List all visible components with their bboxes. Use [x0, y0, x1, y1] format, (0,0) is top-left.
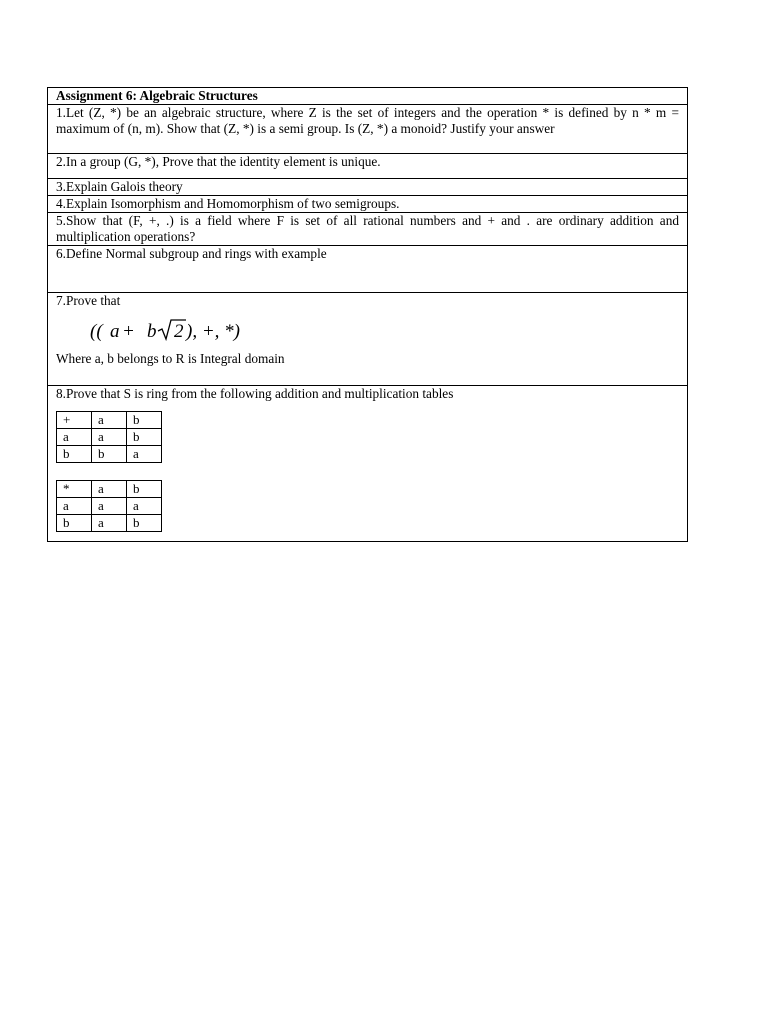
- multiplication-table-cell: a: [92, 498, 127, 515]
- multiplication-table-row: [57, 481, 162, 498]
- multiplication-table-row: [57, 515, 162, 532]
- formula-close: ), +, *): [186, 321, 240, 342]
- formula-image: [90, 317, 310, 345]
- formula-open: ((: [90, 321, 103, 342]
- addition-table-cell: b: [127, 412, 162, 429]
- question-7-footer: Where a, b belongs to R is Integral domain: [56, 351, 285, 366]
- addition-table-row: [57, 446, 162, 463]
- multiplication-table-cell: a: [57, 498, 92, 515]
- formula-a: a: [110, 321, 120, 342]
- addition-table-cell: b: [57, 446, 92, 463]
- multiplication-table-row: [57, 498, 162, 515]
- multiplication-table-wrap: [56, 463, 679, 532]
- multiplication-table-cell: a: [92, 515, 127, 532]
- formula-plus: +: [122, 321, 135, 342]
- addition-table-cell: b: [127, 429, 162, 446]
- multiplication-table-cell: a: [92, 481, 127, 498]
- question-1: 1.Let (Z, *) be an algebraic structure, where Z is the set of integers and the operation * is defined by n * m = maximum of (n, m). Show that (Z, *) is a semi group. Is (Z, *) a monoid? Justify your answer: [48, 105, 688, 154]
- multiplication-table-cell: a: [127, 498, 162, 515]
- multiplication-table: [56, 480, 162, 532]
- addition-table-cell: +: [57, 412, 92, 429]
- question-7-text: 7.Prove that: [56, 293, 121, 308]
- assignment-title: Assignment 6: Algebraic Structures: [48, 88, 688, 105]
- addition-table-cell: a: [92, 412, 127, 429]
- question-3: 3.Explain Galois theory: [48, 179, 688, 196]
- question-4: 4.Explain Isomorphism and Homomorphism of two semigroups.: [48, 196, 688, 213]
- question-8: [48, 386, 688, 542]
- addition-table-cell: a: [92, 429, 127, 446]
- addition-table-wrap: [56, 402, 679, 463]
- addition-table-cell: a: [57, 429, 92, 446]
- addition-table: [56, 411, 162, 463]
- question-5: 5.Show that (F, +, .) is a field where F is set of all rational numbers and + and . are ordinary addition and multiplication operations?: [48, 213, 688, 246]
- multiplication-table-cell: *: [57, 481, 92, 498]
- multiplication-table-cell: b: [127, 515, 162, 532]
- assignment-table: [47, 87, 688, 542]
- question-6: 6.Define Normal subgroup and rings with example: [48, 246, 688, 293]
- question-7-formula: [90, 317, 679, 343]
- addition-table-cell: a: [127, 446, 162, 463]
- formula-radicand: 2: [174, 321, 184, 342]
- addition-table-row: [57, 429, 162, 446]
- addition-table-row: [57, 412, 162, 429]
- question-8-text: 8.Prove that S is ring from the following addition and multiplication tables: [56, 386, 454, 401]
- formula-b: b: [147, 321, 157, 342]
- multiplication-table-cell: b: [57, 515, 92, 532]
- addition-table-cell: b: [92, 446, 127, 463]
- question-7: [48, 293, 688, 386]
- multiplication-table-cell: b: [127, 481, 162, 498]
- question-2: 2.In a group (G, *), Prove that the identity element is unique.: [48, 154, 688, 179]
